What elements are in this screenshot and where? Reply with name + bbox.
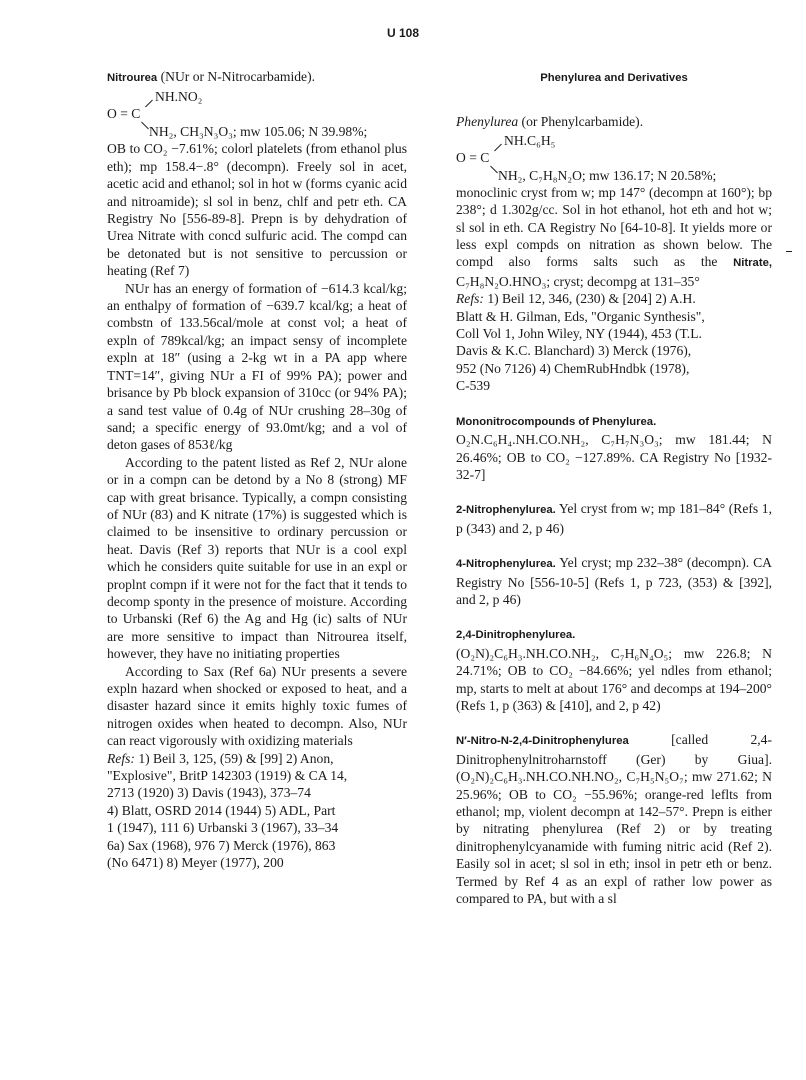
ref-line: 1 (1947), 111 6) Urbanski 3 (1967), 33–34 [107,820,339,836]
dinitrophenylurea-text: (O₂N)₂C₆H₃.NH.CO.NH₂, C₇H₆N₄O₅; mw 226.8; N 24.71%; OB to CO₂ −84.66%; yel ndles from ethanol; mp, starts to melt at about 176° and decomps at 194–200° (Refs 1, p (363) & [410], and 2, p 42) [456,645,772,713]
formula-top-group: NH.C₆H₅ [504,132,556,148]
ref-line: 4) Blatt, OSRD 2014 (1944) 5) ADL, Part [107,802,336,818]
ref-line: 1) Beil 3, 125, (59) & [99] 2) Anon, [134,750,334,766]
bond-down [141,122,149,130]
refs-label: Refs: [107,750,135,766]
section-heading [456,68,772,87]
phenylurea-alias: (or Phenylcarbamide). [518,114,644,130]
formula-carbon: O = C [456,149,490,165]
ref-line: 6a) Sax (1968), 976 7) Merck (1976), 863 [107,837,336,853]
formula-carbon: O = C [107,106,141,122]
nitrourea-hazard-paragraph: According to Sax (Ref 6a) NUr presents a severe expln hazard when shocked or exposed to heat, and a disaster hazard since it emits highly toxic fumes of nitrogen oxides when heated to decompn. Also, NUr can react vigorously with oxidizing materials [107,663,407,749]
n-nitro-dinitrophenylurea-entry [456,731,772,907]
spacer [456,87,772,104]
margin-mark [786,251,792,252]
phenylurea-structural-formula [456,132,772,184]
page-number: U 108 [386,26,420,40]
spacer [456,608,772,625]
ref-line: Davis & K.C. Blanchard) 3) Merck (1976), [456,343,692,359]
phenylurea-heading [456,113,772,130]
nitrourea-patent-paragraph: According to the patent listed as Ref 2, NUr alone or in a compn can be detond by a No 8 (strong) MF cap with great brisance. Typically, a compn consisting of NUr (83) and K nitrate (17%) is suggested which is claimed to be insensitive to ordinary percussion or heat. Davis (Ref 3) reports that NUr is a cool expl which he considers quite suitable for use in an expl or proplnt compn if it were not for the fact that it tends to decomp sponty in the presence of moisture. According to Urbanski (Ref 6) the Ag and Hg (ic) salts of NUr are more sensitive to impact than Nitrourea itself, however, they have no initiating properties [107,454,407,662]
spacer [456,714,772,731]
ref-line: Coll Vol 1, John Wiley, NY (1944), 453 (T.L. [456,326,702,342]
section-heading-text: Phenylurea and Derivatives [540,72,688,84]
phenylurea-properties [456,184,772,290]
spacer [456,537,772,554]
ref-line: (No 6471) 8) Meyer (1977), 200 [107,855,284,871]
nitrourea-references [107,750,407,872]
nitrourea-properties: OB to CO₂ −7.61%; colorl platelets (from ethanol plus eth); mp 158.4−.8° (decompn). Freely sol in acet, acetic acid and ethanol; sol in hot w (forms cyanic acid and nitroamide); sl sol in benz, chlf and petr eth. CA Registry No [556-89-8]. Prepn is by dehydration of Urea Nitrate with concd sulfuric acid. The compd can be detonated but is not sensitive to percussion or heating (Ref 7) [107,141,407,279]
ref-line: 2713 (1920) 3) Davis (1943), 373–74 [107,785,311,801]
ref-line: 1) Beil 12, 346, (230) & [204] 2) A.H. [483,291,696,307]
bond-up [145,100,153,108]
ref-line: C-539 [456,378,490,394]
nitrate-text: C₇H₈N₂O.HNO₃; cryst; decompg at 131–35° [456,273,700,289]
2-nitrophenylurea-text: Yel cryst from w; mp 181–84° (Refs 1, p (343) and 2, p 46) [456,501,772,536]
4-nitrophenylurea-text: Yel cryst; mp 232–38° (decompn). CA Registry No [556-10-5] (Refs 1, p 723, (353) & [392], and 2, p 46) [456,555,772,607]
mononitro-heading [456,412,772,431]
bond-up [494,143,502,151]
bond-down [490,165,498,173]
4-nitrophenylurea-entry [456,554,772,608]
ref-line: "Explosive", BritP 142303 (1919) & CA 14, [107,768,348,784]
nitrourea-alias: (NUr or N-Nitrocarbamide). [157,69,315,84]
nitrourea-heading [107,68,407,87]
right-column [456,68,772,907]
spacer [456,104,772,113]
formula-bottom-group: NH₂, C₇H₈N₂O; mw 136.17; N 20.58%; [498,167,717,183]
left-column [107,68,407,871]
dinitrophenylurea-heading-text: 2,4-Dinitrophenylurea. [456,629,576,642]
mononitro-heading-text: Mononitrocompounds of Phenylurea. [456,415,657,428]
nitrourea-structural-formula [107,88,407,140]
phenylurea-name: Phenylurea [456,114,519,130]
mononitro-text: O₂N.C₆H₄.NH.CO.NH₂, C₇H₇N₃O₃; mw 181.44; N 26.46%; OB to CO₂ −127.89%. CA Registry No [1932-32-7] [456,432,772,482]
spacer [456,483,772,500]
ref-line: Blatt & H. Gilman, Eds, "Organic Synthesis", [456,308,705,324]
dinitrophenylurea-heading [456,625,772,644]
n-nitro-dinitrophenylurea-text: [called 2,4-Dinitrophenylnitroharnstoff (Ger) by Giua]. (O₂N)₂C₆H₃.NH.CO.NH.NO₂, C₇H₅N₅O₇; mw 271.62; N 25.96%; OB to CO₂ −55.96%; orange-red leflts from ethanol; mp, violent decompn at 142–57°. Prepn is either by nitrating phenylurea (Ref 2) or by treating dinitrophenylcyanamide with fuming nitric acid (Ref 2). Easily sol in acet; sl sol in eth; insol in petr eth or benz. Termed by Ref 4 as an expl of rather low power as compared to PA, but with a sl [456,732,772,907]
nitrate-label: Nitrate, [733,257,772,270]
2-nitrophenylurea-entry [456,500,772,537]
n-nitro-dinitrophenylurea-heading: N′-Nitro-N-2,4-Dinitrophenylurea [456,735,629,748]
nitrourea-energetics: NUr has an energy of formation of −614.3 kcal/kg; an enthalpy of formation of −639.7 kcal/kg; a heat of combstn of 133.56cal/mole at const vol; a heat of expln of 789kcal/kg; an impact sensy of incomplete expln at 18″ (using a 2-kg wt in a PA app where TNT=14″, giving NUr a FI of 99% PA); power and brisance by Pb block expansion of 310cc (or 94% PA); a sand test value of 0.4g of NUr crushing 28–30g of sand; a specific energy of 93.0mt/kg; and a vol of deton gases of 853ℓ/kg [107,280,407,453]
formula-top-group: NH.NO₂ [155,89,203,105]
refs-label: Refs: [456,291,484,307]
phenylurea-properties-text: monoclinic cryst from w; mp 147° (decompn at 160°); bp 238°; d 1.302g/cc. Sol in hot ethanol, hot eth and hot w; sl sol in eth. CA Registry No [64-10-8]. It yields more or less expl compds on nitration as shown below. The compd also forms salts such as the [456,184,772,270]
4-nitrophenylurea-heading: 4-Nitrophenylurea. [456,558,556,571]
spacer [456,395,772,412]
phenylurea-references [456,290,772,394]
formula-bottom-group: NH₂, CH₃N₃O₃; mw 105.06; N 39.98%; [149,124,368,140]
2-nitrophenylurea-heading: 2-Nitrophenylurea. [456,504,556,517]
nitrourea-name: Nitrourea [107,72,158,84]
ref-line: 952 (No 7126) 4) ChemRubHndbk (1978), [456,360,690,376]
